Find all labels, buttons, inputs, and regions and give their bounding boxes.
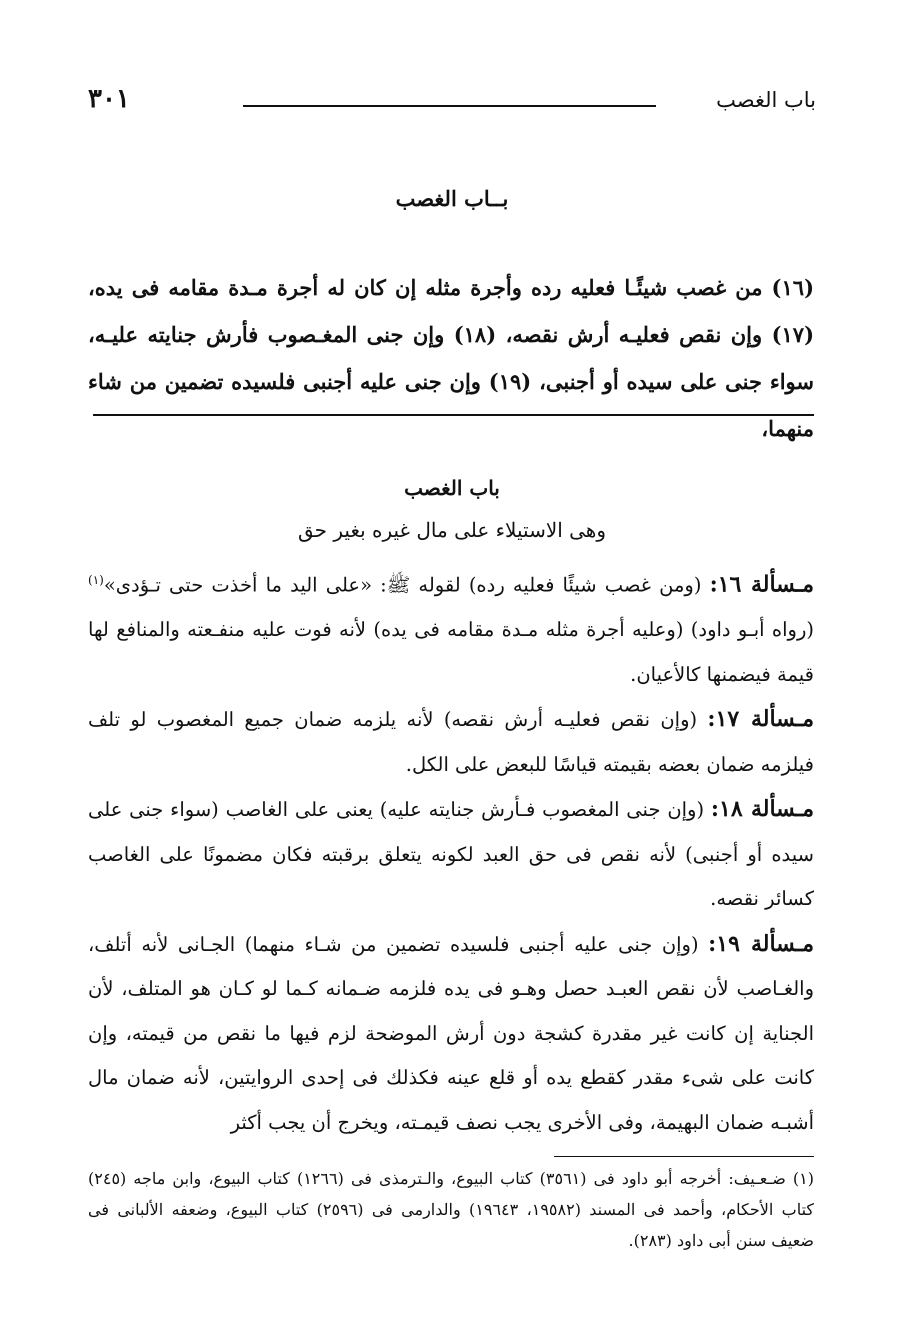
masala-text: (رواه أبـو داود) (وعليه أجرة مثله مـدة مقامه فى يده) لأنه فوت عليه منفـعته والمنافع لها قيمة فيضمنها كالأعيان. bbox=[88, 618, 814, 686]
sharh-title: باب الغصب bbox=[404, 476, 500, 500]
header-rule bbox=[243, 105, 656, 107]
running-header bbox=[88, 84, 816, 122]
footnote-ref: (١) bbox=[88, 573, 104, 587]
footnote-rule bbox=[554, 1156, 814, 1157]
masala-label: مـسألة ١٧: bbox=[707, 706, 815, 732]
sharh-subtitle: وهى الاستيلاء على مال غيره بغير حق bbox=[297, 518, 607, 542]
masala-text: (وإن جنى عليه أجنبى فلسيده تضمين من شـاء منهما) الجـانى لأنه أتلف، والغـاصب لأن نقص العبـد حصل وهـو فى يده فلزمه ضـمانه كـما لو كـان هو المتلف، لأن الجناية إن كانت غير مقدرة كشجة دون أرش الموضحة لزم فيها ما نقص من قيمته، وإن كانت على شىء مقدر كقطع يده أو قلع عينه فكذلك فى إحدى الروايتين، لأنه ضمان مال أشبـه ضمان البهيمة، وفى الأخرى يجب نصف قيمـته، ويخرج أن يجب أكثر bbox=[88, 932, 814, 1134]
masala-18 bbox=[88, 787, 814, 922]
page-number: ٣٠١ bbox=[88, 84, 130, 114]
masala-text: (وإن نقص فعليـه أرش نقصه) لأنه يلزمه ضمان جميع المغصوب لو تلف فيلزمه ضمان بعضه بقيمته قياسًا للبعض على الكل. bbox=[88, 708, 814, 776]
masala-16 bbox=[88, 558, 814, 697]
matn-divider bbox=[93, 414, 814, 416]
matn-title: بــاب الغصب bbox=[395, 186, 509, 211]
masala-text: (وإن جنى المغصوب فـأرش جنايته عليه) يعنى على الغاصب (سواء جنى على سيده أو أجنبى) لأنه نقص فى حق العبد لكونه يتعلق برقبته فكان مضمونًا على الغاصب كسائر نقصه. bbox=[88, 798, 814, 910]
footnotes bbox=[88, 1163, 814, 1256]
matn-text: (١٦) من غصب شيئًـا فعليه رده وأجرة مثله إن كان له أجرة مـدة مقامه فى يده، (١٧) وإن نقص فعليـه أرش نقصه، (١٨) وإن جنى المغـصوب فأرش جنايته عليـه، سواء جنى على سيده أو أجنبى، (١٩) وإن جنى عليه أجنبى فلسيده تضمين من شاء منهما، bbox=[88, 275, 815, 441]
masala-text: (ومن غصب شيئًا فعليه رده) لقوله ﷺ: «على اليد ما أخذت حتى تـؤدى» bbox=[103, 573, 710, 597]
masala-label: مـسألة ١٦: bbox=[709, 571, 814, 598]
masala-label: مـسألة ١٩: bbox=[708, 930, 815, 957]
masala-label: مـسألة ١٨: bbox=[710, 796, 815, 822]
masala-19 bbox=[88, 922, 814, 1146]
running-chapter-title: باب الغصب bbox=[716, 88, 816, 112]
sharh-body bbox=[88, 558, 814, 1145]
footnote-1: (١) ضـعـيف: أخرجه أبو داود فى (٣٥٦١) كتاب البيوع، والـترمذى فى (١٢٦٦) كتاب البيوع، وابن ماجه (٢٤٥) كتاب الأحكام، وأحمد فى المسند (١٩٥٨٢، ١٩٦٤٣) والدارمى فى (٢٥٩٦) كتاب البيوع، وضعفه الألبانى فى ضعيف سنن أبى داود (٢٨٣). bbox=[88, 1169, 815, 1250]
masala-17 bbox=[88, 697, 814, 787]
